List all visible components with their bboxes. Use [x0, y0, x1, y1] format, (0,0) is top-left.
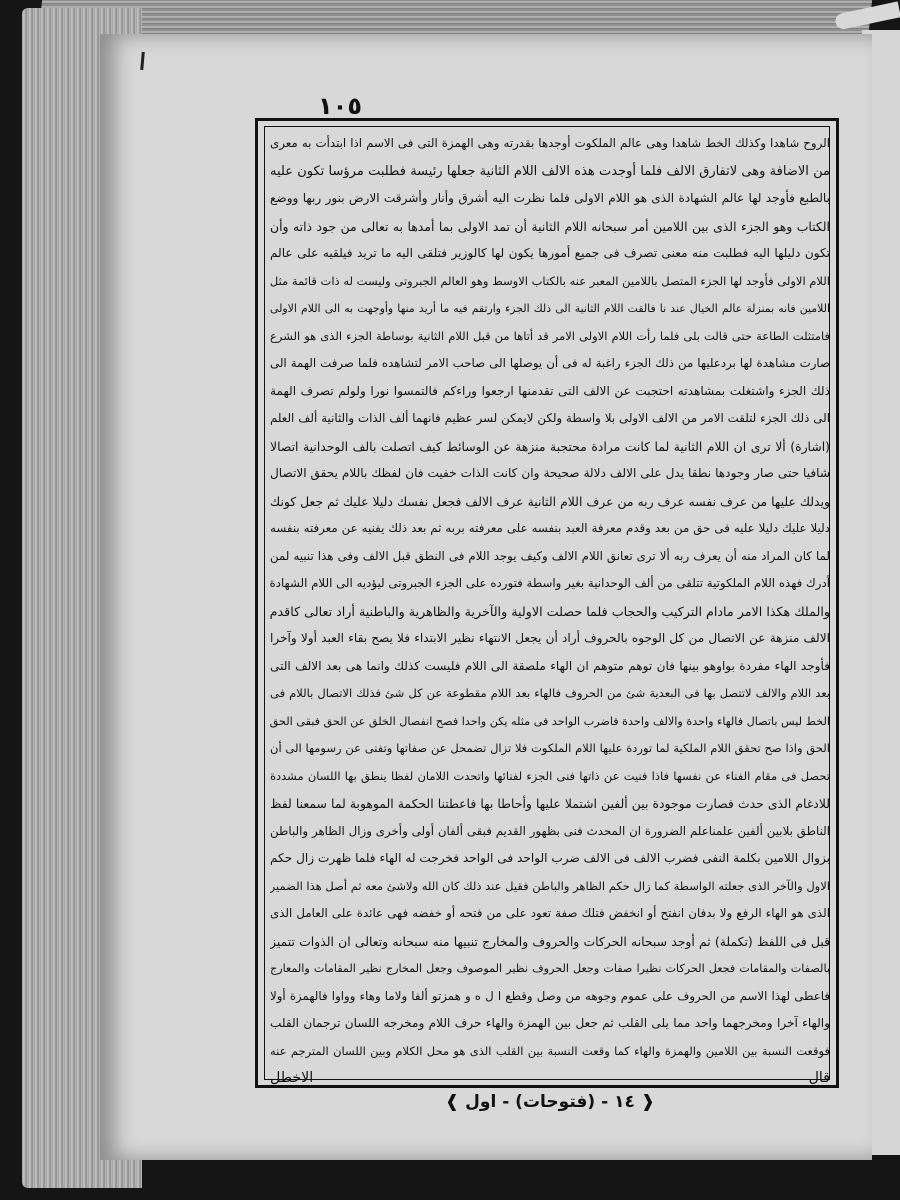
- main-text: [270, 130, 830, 1086]
- text-line: ويدلك عليها من عرف نفسه عرف ربه من عرف اللام الثانية عرف الالف فجعل نفسك دليلا عليك ثم جعل كونك: [270, 493, 830, 509]
- text-line: فوقعت النسبة بين اللامين والهمزة والهاء كما وقعت النسبة بين القلب الذى هو محل الكلام وبين اللسان المترجم عنه: [270, 1043, 830, 1058]
- text-line: الى ذلك الجزء لتلقت الامر من الالف الاولى بلا واسطة ولكن لايمكن لسر عظيم فانهما ألف الذات والثانية ألف العلم: [270, 411, 830, 425]
- text-line: تحصل فى مقام الفناء عن نفسها فاذا فنيت عن ذاتها فنى الجزء لفنائها واتحدت اللامان لفظا ينطق بها اللسان مشددة: [270, 768, 830, 783]
- text-line: تكون دليلها اليه فطلبت منه معنى تصرف فى جميع أمورها يكون لها كالوزير فتلقى اليه ما تريد فيلقيه على عالم: [270, 246, 830, 260]
- text-line: صارت مشاهدة لها بردعليها من ذلك الجزء راغبة له فى أن يوصلها الى صاحب الامر لتشاهده فلما صرفت الهمة الى: [270, 356, 830, 370]
- text-line: والهاء آخرا ومخرجهما واحد مما يلى القلب ثم جعل بين الهمزة والهاء حرف اللام ومخرجه اللسان ترجمان القلب: [270, 1016, 830, 1030]
- text-line: اللام الاولى فأوجد لها الجزء المتصل باللامين المعبر عنه بالكتاب الاوسط وهو العالم الجبروتى وليست له ذات قائمة مثل: [270, 273, 830, 288]
- text-line: قبل فى اللفظ (تكملة) ثم أوجد سبحانه الحركات والحروف والمخارج تنبيها منه سبحانه وتعالى ان الذوات تتميز: [270, 933, 830, 949]
- text-line: الاول والآخر الذى جعلته الواسطة كما زال حكم الظاهر والباطن فقيل عند ذلك كان الله ولاشئ معه ثم أصل هذا الضمير: [270, 878, 830, 893]
- text-line: الناطق بلابين ألفين علمناعلم الضرورة ان المحدث فنى بظهور القديم فبقى ألفان أولى وأخرى وزال الظاهر والباطن: [270, 823, 830, 838]
- text-line: الالف منزهة عن الاتصال من كل الوجوه بالحروف أراد أن يجعل الانتهاء نظير الابتداء فلا يصح بقاء العبد أولا وآخرا: [270, 631, 830, 645]
- text-line: فأوجد الهاء مفردة بواوهو بينها فان توهم متوهم ان الهاء ملصقة الى اللام فليست كذلك وانما هى بعد الالف التى: [270, 658, 830, 673]
- text-line: الروح شاهدا وكذلك الخط شاهدا وهى عالم الملكوت أوجدها بقدرته وهى الهمزة التى فى الاسم اذا ابتدأت به معرى: [270, 136, 830, 150]
- text-line: لما كان المراد منه أن يعرف ربه ألا ترى تعانق اللام الالف وكيف يوجد اللام فى النطق قبل الالف وفى هذا تنبيه لمن: [270, 548, 830, 563]
- page-number: ١٠٥: [318, 92, 362, 120]
- text-line: دليلا عليك دليلا عليه فى حق من بعد وقدم معرفة العبد بنفسه على معرفته بربه ثم بعد ذلك يفنيه عن معرفته بنفسه: [270, 521, 830, 535]
- text-line: أدرك فهذه اللام الملكوتية تتلقى من ألف الوحدانية بغير واسطة فتورده على الجزء الجبروتى ليؤديه الى اللام الشهادة: [270, 576, 830, 590]
- text-line: بزوال اللامين بكلمة النفى فضرب الالف فى الالف ضرب الواحد فى الواحد فخرجت له الهاء فلما ظهرت زال حكم: [270, 851, 830, 865]
- text-line: فاعطى لهذا الاسم من الحروف على عموم وجوهه من وصل وقطع ا ل ه و همزتو ألفا ولاما وهاء وواوا فالهمزة أولا: [270, 988, 830, 1003]
- text-line: شافيا حتى صار وجودها نطقا يدل على الالف دلالة صحيحة وان كانت الذات خفيت فان لفظك باللام يحقق الاتصال: [270, 466, 830, 480]
- text-line: ذلك الجزء واشتغلت بمشاهدته احتجبت عن الالف التى تقدمنها ارجعوا وراءكم فالتمسوا نورا ولولم تصرف الهمة: [270, 383, 830, 398]
- text-line: فامتثلت الطاعة حتى قالت بلى فلما رأت اللام الاولى الامر قد أتاها من قبل اللام الثانية بوساطة الجزء الذى هو الشرع: [270, 328, 830, 343]
- text-line: الخط ليس باتصال فالهاء واحدة والالف واحدة فاضرب الواحد فى مثله يكن واحدا فصح انفصال الخلق عن الحق فبقى الحق: [270, 714, 830, 728]
- text-line: الكتاب وهو الجزء الذى بين اللامين أمر سبحانه اللام الثانية أن تمد الاولى بما أمدها به تعالى من جود ذاته وأن: [270, 218, 830, 234]
- text-line: بعد اللام والالف لاتتصل بها فى البعدية شئ من الحروف فالهاء بعد اللام مقطوعة عن كل شئ فذلك الاتصال باللام فى: [270, 686, 830, 700]
- text-line: اللامين فانه بمنزلة عالم الخيال عند نا فالقت اللام الثانية الى ذلك الجزء وارتقم فيه ما أريد منها وأوجهت به الى اللام الاولى: [270, 302, 830, 315]
- page-footer: ❰ ١٤ - (فتوحات) - اول ❱: [444, 1092, 656, 1112]
- text-line: من الاضافة وهى لاتفارق الالف فلما أوجدت هذه الالف اللام الثانية جعلها رئيسة فطلبت مرؤسا تكون عليه: [270, 163, 830, 179]
- text-line: للادغام الذى حدث فصارت موجودة بين ألفين اشتملا عليها وأحاطا بها فاعطتنا الحكمة الموهوبة لما سمعنا لفظ: [270, 796, 830, 811]
- text-line: الذى هو الهاء الرفع ولا بدفان انفتح أو انخفض فتلك صفة تعود على من فتحه أو خفضه فهى عائدة على العامل الذى: [270, 906, 830, 920]
- text-line: والملك هكذا الامر مادام التركيب والحجاب فلما حصلت الاولية والآخرية والظاهرية والباطنية أراد تعالى كاقدم: [270, 603, 830, 619]
- text-line: قال الاخطل: [270, 1070, 830, 1086]
- text-line: بالصفات والمقامات فجعل الحركات نظيرا صفات وجعل الحروف نظير الموصوف وجعل المخارج نظير المقامات والمعارج: [270, 962, 830, 975]
- text-line: بالطبع فأوجد لها عالم الشهادة الذى هو اللام الاولى فلما نظرت اليه أشرق وأنار وأشرقت الارض بنور ربها ووضع: [270, 191, 830, 205]
- text-line: الحق واذا صح تحقق اللام الملكية لما توردة عليها اللام الملكوت فلا تزال تضمحل عن صفاتها وتفنى عن رسومها الى أن: [270, 741, 830, 755]
- text-line: (اشارة) ألا ترى ان اللام الثانية لما كانت مرادة محتجبة منزهة عن الوسائط كيف اتصلت بالف الوحدانية اتصالا: [270, 438, 830, 454]
